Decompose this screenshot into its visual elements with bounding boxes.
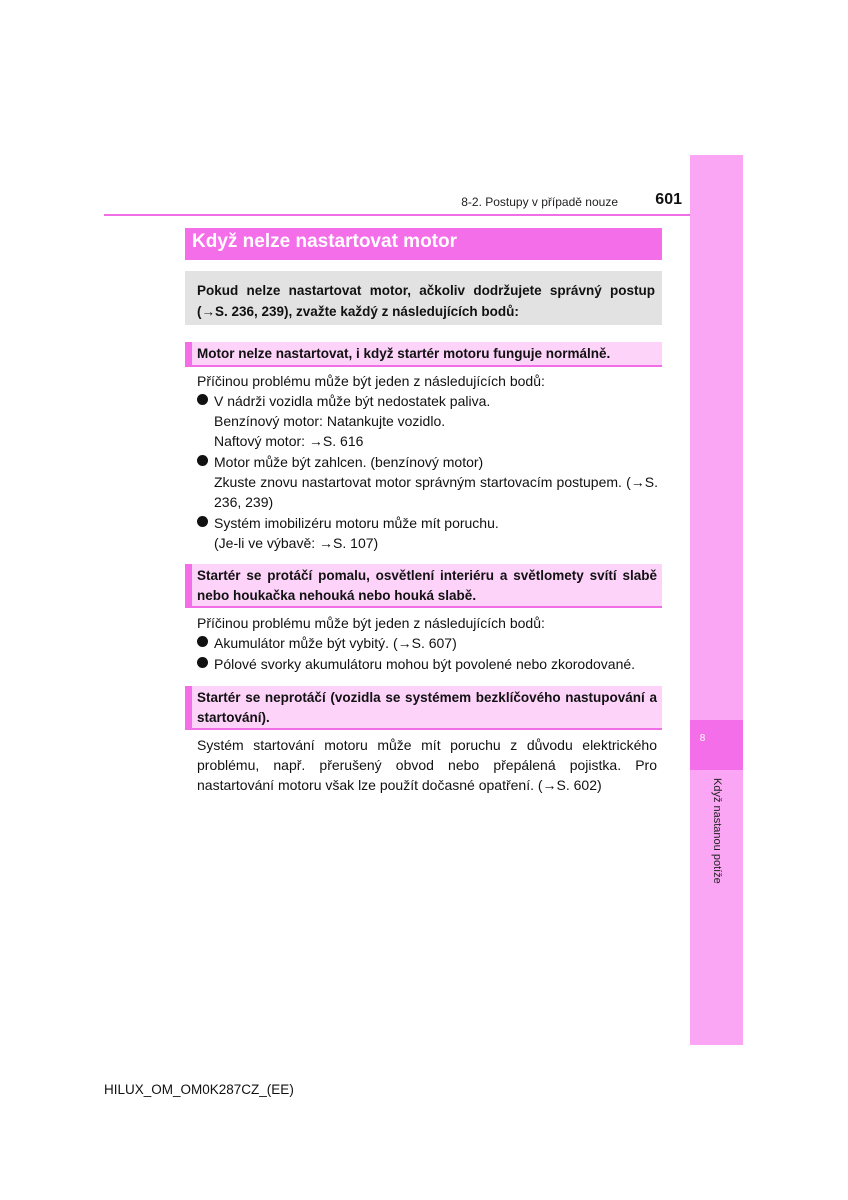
bullet-text: Pólové svorky akumulátoru mohou být povolené nebo zkorodované. [214, 656, 636, 672]
page-number: 601 [655, 191, 682, 208]
document-code: HILUX_OM_OM0K287CZ_(EE) [104, 1082, 294, 1097]
chapter-number-box [690, 720, 743, 770]
section-3-accent [185, 686, 192, 728]
list-item [197, 391, 659, 411]
section-3-heading: Startér se neprotáčí (vozidla se systémem bezklíčového nastupování a startování). [197, 690, 657, 725]
page-title: Když nelze nastartovat motor [192, 231, 457, 252]
list-item [197, 513, 659, 533]
chapter-side-tab [690, 155, 743, 1045]
bullet-text: Akumulátor může být vybitý. (→S. 607) [214, 635, 457, 651]
bullet-icon [197, 455, 208, 466]
section-1-accent [185, 342, 192, 365]
section-3-body: Systém startování motoru může mít poruchu z důvodu elektrického problému, např. přerušený obvod nebo přepálená pojistka. Pro nastartování motoru však lze použít dočasné opatření. (→S. 602) [197, 737, 657, 793]
bullet-icon [197, 636, 208, 647]
bullet-icon [197, 394, 208, 405]
intro-text: Pokud nelze nastartovat motor, ačkoliv dodržujete správný postup (→S. 236, 239), zvažte každý z následujících bodů: [197, 283, 655, 319]
bullet-text: Motor může být zahlcen. (benzínový motor) [214, 454, 484, 470]
list-item [197, 654, 659, 674]
list-item [197, 452, 659, 472]
bullet-icon [197, 657, 208, 668]
section-2-heading: Startér se protáčí pomalu, osvětlení interiéru a světlomety svítí slabě nebo houkačka nehouká nebo houká slabě. [197, 568, 657, 603]
bullet-detail: Zkuste znovu nastartovat motor správným startovacím postupem. (→S. 236, 239) [214, 474, 658, 510]
list-item [197, 633, 659, 653]
section-label: 8-2. Postupy v případě nouze [461, 195, 618, 209]
section-2-lead: Příčinou problému může být jeden z následujících bodů: [197, 615, 545, 631]
chapter-title-vertical: Když nastanou potíže [711, 778, 723, 884]
bullet-text: V nádrži vozidla může být nedostatek paliva. [214, 393, 491, 409]
section-2-accent [185, 564, 192, 606]
bullet-text: Systém imobilizéru motoru může mít poruchu. [214, 515, 499, 531]
section-1-lead: Příčinou problému může být jeden z následujících bodů: [197, 373, 545, 389]
bullet-icon [197, 516, 208, 527]
bullet-detail: (Je-li ve výbavě: →S. 107) [214, 535, 379, 551]
section-1-heading: Motor nelze nastartovat, i když startér motoru funguje normálně. [197, 346, 611, 361]
bullet-detail: Naftový motor: →S. 616 [214, 433, 364, 449]
chapter-number: 8 [699, 733, 706, 744]
bullet-detail: Benzínový motor: Natankujte vozidlo. [214, 413, 446, 429]
header-rule [104, 214, 690, 216]
